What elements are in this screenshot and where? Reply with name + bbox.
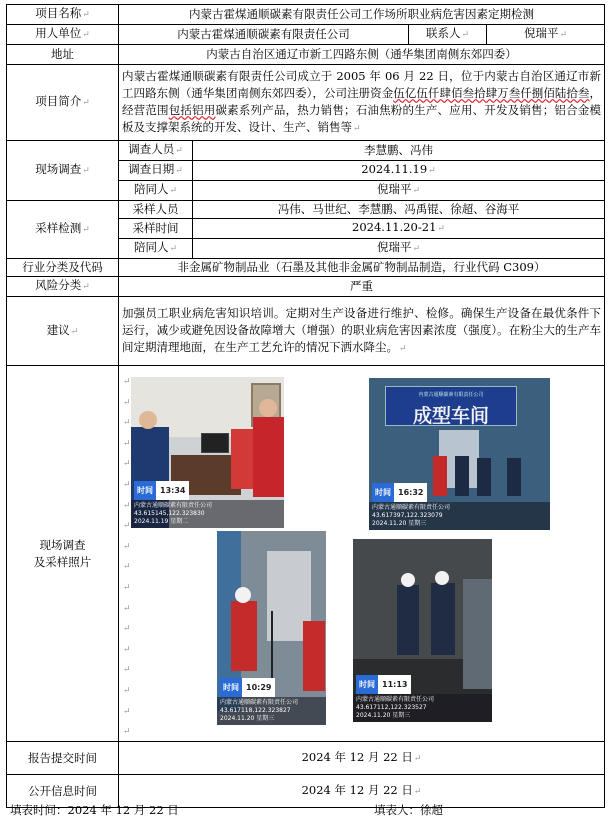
filler: 填表人：徐超 <box>374 803 443 817</box>
photo-3-time: 10:29 <box>242 678 275 697</box>
photo-1-time: 13:34 <box>156 481 189 500</box>
row-employer: 用人单位↵ 内蒙古霍煤通顺碳素有限责任公司 联系人↵ 倪瑞平↵ <box>7 25 605 45</box>
employer-label: 用人单位 <box>35 26 82 40</box>
report-time-label: 报告提交时间 <box>7 742 119 775</box>
survey-date-value: 2024.11.19 <box>361 162 428 176</box>
row-survey-date: 调查日期↵ 2024.11.19↵ <box>7 161 605 181</box>
sampler-label: 采样人员 <box>119 201 193 219</box>
project-name-value: 内蒙古霍煤通顺碳素有限责任公司工作场所职业病危害因素定期检测 <box>119 5 605 25</box>
workshop-sign: 成型车间 <box>412 405 489 427</box>
fill-date: 填表时间：2024 年 12 月 22 日 <box>10 803 179 817</box>
photo-4-time: 11:13 <box>378 675 411 694</box>
photo-area <box>119 366 604 740</box>
report-time-value: 2024 年 12 月 22 日 <box>301 749 413 764</box>
row-report-time: 报告提交时间 2024 年 12 月 22 日↵ <box>7 742 605 775</box>
intro-label: 项目简介 <box>35 94 82 108</box>
companion-label: 陪同人 <box>133 182 169 196</box>
photos-cell <box>119 366 605 742</box>
row-industry <box>7 259 605 277</box>
sampler-value: 冯伟、马世纪、李慧鹏、冯禹锟、徐超、谷海平 <box>193 201 605 219</box>
photo-molding-workshop: 内蒙古通顺碳素有限责任公司 成型车间 时间 16:32 内蒙古通顺碳素有限责任公司 43.617397,122.323079 2024.11.20 星期三 <box>369 378 550 530</box>
risk-value: 严重 <box>119 277 605 297</box>
sampling-time-label: 采样时间 <box>119 219 193 239</box>
sampling-time-value: 2024.11.20-21 <box>352 220 437 234</box>
row-project-name: 项目名称↵ 内蒙古霍煤通顺碳素有限责任公司工作场所职业病危害因素定期检测 <box>7 5 605 25</box>
publish-time-label: 公开信息时间 <box>7 775 119 808</box>
survey-date-label: 调查日期 <box>128 162 175 176</box>
row-risk: 风险分类↵ 严重 <box>7 277 605 297</box>
photo-2-time: 16:32 <box>394 483 427 502</box>
industry-value: 非金属矿物制品业（石墨及其他非金属矿物制品制造，行业代码 C309） <box>119 259 605 277</box>
photos-label-2: 及采样照片 <box>33 554 92 569</box>
address-label: 地址 <box>7 45 119 65</box>
photo-survey-office: 时间 13:34 内蒙古通顺碳素有限责任公司 43.615145,122.323830 2024.11.19 星期二 <box>131 377 284 528</box>
risk-label: 风险分类 <box>35 278 82 292</box>
survey-label: 现场调查 <box>35 162 82 176</box>
companion-value: 倪瑞平 <box>376 182 412 196</box>
row-publish-time: 公开信息时间 2024 年 12 月 22 日↵ <box>7 775 605 808</box>
project-name-label: 项目名称 <box>35 6 82 20</box>
disclosure-form-table <box>6 4 605 808</box>
surveyor-value: 李慧鹏、冯伟 <box>193 141 605 161</box>
industry-label: 行业分类及代码 <box>7 259 119 277</box>
publish-time-value: 2024 年 12 月 22 日 <box>301 782 413 797</box>
intro-value: 内蒙古霍煤通顺碳素有限责任公司成立于 2005 年 06 月 22 日，位于内蒙古自治区通辽市新工四路东侧（通华集团南侧东郊四委），公司注册资金伍亿伍仟肆佰叁拾肆万叁仟捌佰陆拾叁，经营范围包括铝用碳素系列产品，热力销售；石油焦粉的生产、应用、开发及销售；铝合金模板及支撑架系统的开发、设计、生产、销售等↵ <box>119 65 605 141</box>
address-value: 内蒙古自治区通辽市新工四路东侧（通华集团南侧东郊四委） <box>119 45 605 65</box>
photo-sampling-instrument: 时间 10:29 内蒙古通顺碳素有限责任公司 43.617118,122.323827 2024.11.20 星期三 <box>217 531 326 725</box>
employer-value: 内蒙古霍煤通顺碳素有限责任公司 <box>119 25 409 45</box>
companion-label-2: 陪同人 <box>133 240 169 254</box>
row-advice: 建议↵ 加强员工职业病危害知识培训。定期对生产设备进行维护、检修。确保生产设备在最优条件下运行，减少或避免因设备故障增大（增强）的职业病危害因素浓度（强度）。在粉尘大的生产车间定期清理地面，在生产工艺允许的情况下洒水降尘。↵ <box>7 297 605 366</box>
advice-value: 加强员工职业病危害知识培训。定期对生产设备进行维护、检修。确保生产设备在最优条件下运行，减少或避免因设备故障增大（增强）的职业病危害因素浓度（强度）。在粉尘大的生产车间定期清理地面，在生产工艺允许的情况下洒水降尘。 <box>122 305 601 354</box>
surveyor-label: 调查人员 <box>128 142 175 156</box>
row-sampling-time: 采样时间 2024.11.20-21↵ <box>7 219 605 239</box>
row-surveyor: 现场调查↵ 调查人员↵ 李慧鹏、冯伟 <box>7 141 605 161</box>
row-companion: 陪同人↵ 倪瑞平↵ <box>7 181 605 201</box>
row-intro: 项目简介↵ 内蒙古霍煤通顺碳素有限责任公司成立于 2005 年 06 月 22 日，位于内蒙古自治区通辽市新工四路东侧（通华集团南侧东郊四委），公司注册资金伍亿伍仟肆佰叁拾肆万叁仟捌佰陆拾叁，经营范围包括铝用碳素系列产品，热力销售；石油焦粉的生产、应用、开发及销售；铝合金模板及支撑架系统的开发、设计、生产、销售等↵ <box>7 65 605 141</box>
advice-label: 建议 <box>46 322 70 337</box>
sampling-label: 采样检测 <box>35 221 82 235</box>
contact-value: 倪瑞平 <box>523 26 559 40</box>
row-sampler: 采样检测↵ 采样人员 冯伟、马世纪、李慧鹏、冯禹锟、徐超、谷海平 <box>7 201 605 219</box>
photos-label-1: 现场调查 <box>39 537 86 552</box>
row-companion-2: 陪同人↵ 倪瑞平↵ <box>7 239 605 259</box>
row-photos <box>7 366 605 742</box>
companion-value-2: 倪瑞平 <box>376 240 412 254</box>
paragraph-marks: ↵ ↵ ↵ ↵ ↵ ↵ ↵ ↵ ↵ ↵ ↵ ↵ ↵ ↵ ↵ ↵ ↵ ↵ <box>123 377 131 738</box>
photo-workshop-floor: 时间 11:13 内蒙古通顺碳素有限责任公司 43.617112,122.323527 2024.11.20 星期三 <box>353 539 492 722</box>
contact-label: 联系人 <box>425 26 461 40</box>
row-address <box>7 45 605 65</box>
